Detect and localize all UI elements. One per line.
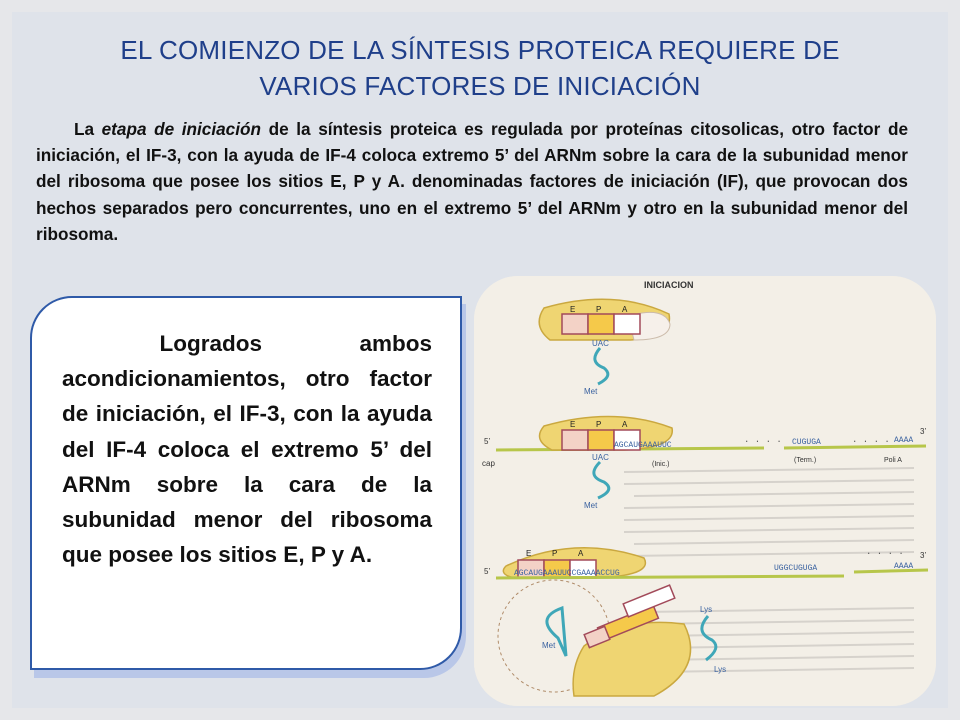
polya-seq-3: AAAA bbox=[894, 562, 914, 571]
met-label-1: Met bbox=[584, 387, 598, 396]
label-a-3: A bbox=[578, 549, 584, 558]
label-e-1: E bbox=[570, 305, 576, 314]
intro-emphasis: etapa de iniciación bbox=[101, 119, 262, 139]
anticodon-1: UAC bbox=[592, 339, 609, 348]
lys-label-top: Lys bbox=[700, 605, 713, 614]
mrna-seq-3: AGCAUGAAAUUCCGAAAACCUG bbox=[514, 569, 620, 578]
inic-label: (Inic.) bbox=[652, 461, 670, 468]
three-prime-2: 3’ bbox=[920, 427, 927, 436]
five-prime-3: 5’ bbox=[484, 567, 491, 576]
intro-rest: de la síntesis proteica es regulada por proteínas citosolicas, otro factor de iniciación, el IF-3, con la ayuda de IF-4 coloca extremo 5’ del ARNm sobre la cara de la subunidad menor del ribosoma que posee los sitios E, P y A. denominadas factores de iniciación (IF), que provocan dos hechos separados pero concurrentes, uno en el extremo 5’ del ARNm y otro en la subunidad menor del ribosoma. bbox=[36, 119, 909, 244]
intro-lead: La bbox=[73, 119, 102, 139]
label-a-1: A bbox=[622, 305, 628, 314]
initiation-diagram bbox=[474, 276, 936, 706]
title-line-2: VARIOS FACTORES DE INICIACIÓN bbox=[259, 71, 701, 101]
dots-3: · · · · bbox=[866, 549, 904, 559]
site-p-2 bbox=[588, 430, 614, 450]
label-p-3: P bbox=[552, 549, 558, 558]
mrna-line-3b bbox=[854, 570, 928, 572]
mrna-seq-2: AGCAUGAAAUUC bbox=[614, 441, 672, 450]
polya-label: Poli A bbox=[884, 457, 902, 464]
polya-seq-2: AAAA bbox=[894, 436, 914, 445]
callout-text-body: Logrados ambos acondicionamientos, otro factor de iniciación, el IF-3, con la ayuda del IF-4 coloca el extremo 5’ del ARNm sobre la cara de la subunidad menor del ribosoma que posee los sitios E, P y A. bbox=[62, 331, 432, 568]
label-p-1: P bbox=[596, 305, 602, 314]
anticodon-2: UAC bbox=[592, 453, 609, 462]
five-prime-2: 5’ bbox=[484, 437, 491, 446]
stop-seq-3: UGGCUGUGA bbox=[774, 564, 818, 573]
title-line-1: EL COMIENZO DE LA SÍNTESIS PROTEICA REQUIERE DE bbox=[120, 35, 840, 65]
three-prime-3: 3’ bbox=[920, 551, 927, 560]
lys-label: Lys bbox=[714, 665, 727, 674]
initiation-figure bbox=[474, 276, 936, 706]
callout-text bbox=[62, 326, 432, 572]
cap-label: cap bbox=[482, 459, 495, 468]
slide-title bbox=[40, 32, 920, 104]
dots-2a: · · · · bbox=[744, 437, 782, 447]
stop-seq-2: CUGUGA bbox=[792, 438, 821, 447]
label-a-2: A bbox=[622, 420, 628, 429]
callout-box bbox=[30, 296, 470, 680]
met-label-2: Met bbox=[584, 501, 598, 510]
label-e-2: E bbox=[570, 420, 576, 429]
label-e-3: E bbox=[526, 549, 532, 558]
figure-heading: INICIACION bbox=[644, 280, 694, 290]
site-e-2 bbox=[562, 430, 588, 450]
met-label-3: Met bbox=[542, 641, 556, 650]
dots-2b: · · · · bbox=[852, 437, 890, 447]
label-p-2: P bbox=[596, 420, 602, 429]
site-e-1 bbox=[562, 314, 588, 334]
intro-paragraph bbox=[36, 116, 908, 247]
site-p-1 bbox=[588, 314, 614, 334]
term-label: (Term.) bbox=[794, 457, 817, 464]
site-a-1 bbox=[614, 314, 640, 334]
